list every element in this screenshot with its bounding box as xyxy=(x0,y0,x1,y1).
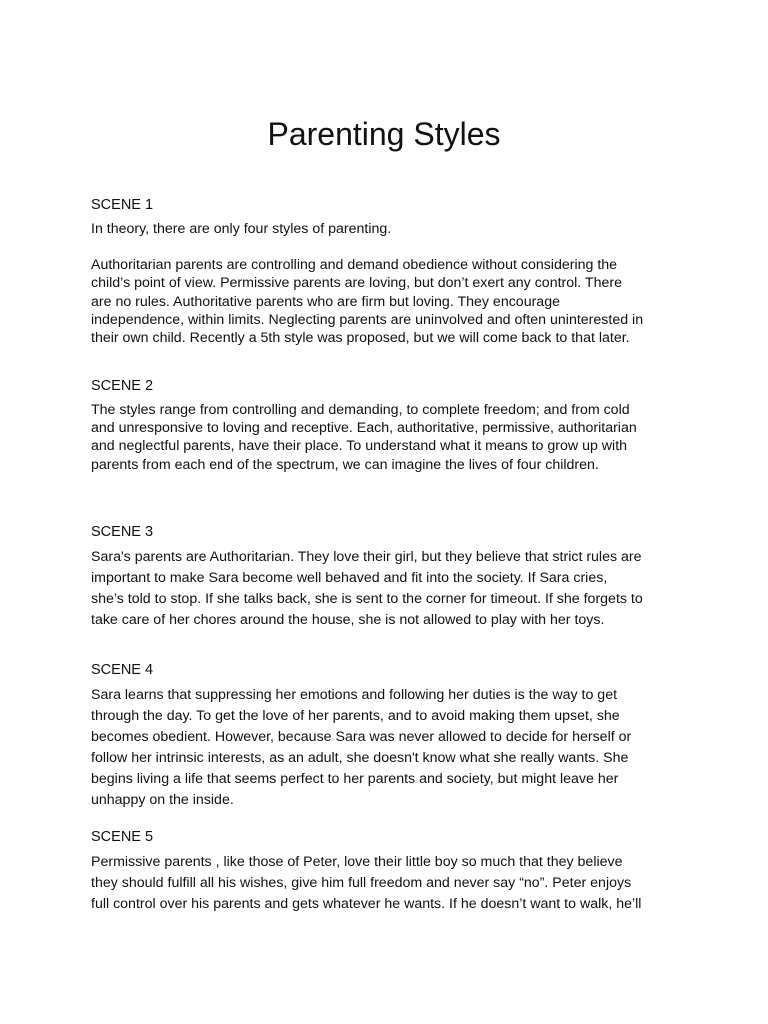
paragraph xyxy=(91,547,691,631)
text-line: important to make Sara become well behaved and fit into the society. If Sara cries, xyxy=(91,570,608,586)
text-line: through the day. To get the love of her parents, and to avoid making them upset, she xyxy=(91,708,620,724)
scene-4 xyxy=(91,661,691,811)
text-line: Permissive parents , like those of Peter, love their little boy so much that they believe xyxy=(91,854,623,870)
text-line: full control over his parents and gets whatever he wants. If he doesn’t want to walk, he’ll xyxy=(91,896,642,912)
scene-heading: SCENE 2 xyxy=(91,378,154,394)
text-line: follow her intrinsic interests, as an adult, she doesn't know what she really wants. She xyxy=(91,750,629,766)
page-title: Parenting Styles xyxy=(267,116,501,153)
text-line: parents from each end of the spectrum, we can imagine the lives of four children. xyxy=(91,456,599,473)
text-line: and unresponsive to loving and receptive. Each, authoritative, permissive, authoritarian xyxy=(91,420,637,437)
text-line: independence, within limits. Neglecting parents are uninvolved and often uninterested in xyxy=(91,311,644,328)
paragraph xyxy=(91,685,691,811)
text-line: The styles range from controlling and demanding, to complete freedom; and from cold xyxy=(91,402,630,418)
text-line: In theory, there are only four styles of parenting. xyxy=(91,221,392,237)
scene-heading: SCENE 5 xyxy=(91,829,154,845)
paragraph xyxy=(91,220,691,238)
text-line: Sara learns that suppressing her emotions and following her duties is the way to get xyxy=(91,687,618,703)
text-line: begins living a life that seems perfect to her parents and society, but might leave her xyxy=(91,771,619,787)
text-line: she’s told to stop. If she talks back, she is sent to the corner for timeout. If she forgets to xyxy=(91,591,643,607)
text-line: their own child. Recently a 5th style was proposed, but we will come back to that later. xyxy=(91,330,630,347)
text-line: child’s point of view. Permissive parents are loving, but don’t exert any control. There xyxy=(91,275,622,292)
paragraph xyxy=(91,256,691,347)
scene-heading: SCENE 3 xyxy=(91,524,154,540)
text-line: take care of her chores around the house, she is not allowed to play with her toys. xyxy=(91,612,605,628)
text-line: becomes obedient. However, because Sara was never allowed to decide for herself or xyxy=(91,729,632,745)
text-line: are no rules. Authoritative parents who are firm but loving. They encourage xyxy=(91,293,560,310)
text-line: Sara's parents are Authoritarian. They love their girl, but they believe that strict rules are xyxy=(91,549,642,565)
paragraph xyxy=(91,401,691,474)
text-line: they should fulfill all his wishes, give him full freedom and never say “no”. Peter enjoys xyxy=(91,875,632,891)
scene-heading: SCENE 4 xyxy=(91,662,154,678)
scene-1 xyxy=(91,196,691,347)
paragraph xyxy=(91,852,691,915)
text-line: Authoritarian parents are controlling and demand obedience without considering the xyxy=(91,257,618,274)
scene-heading: SCENE 1 xyxy=(91,197,154,213)
scene-3 xyxy=(91,523,691,631)
scene-5 xyxy=(91,828,691,915)
text-line: unhappy on the inside. xyxy=(91,792,234,808)
text-line: and neglectful parents, have their place. To understand what it means to grow up with xyxy=(91,438,628,455)
scene-2 xyxy=(91,377,691,474)
